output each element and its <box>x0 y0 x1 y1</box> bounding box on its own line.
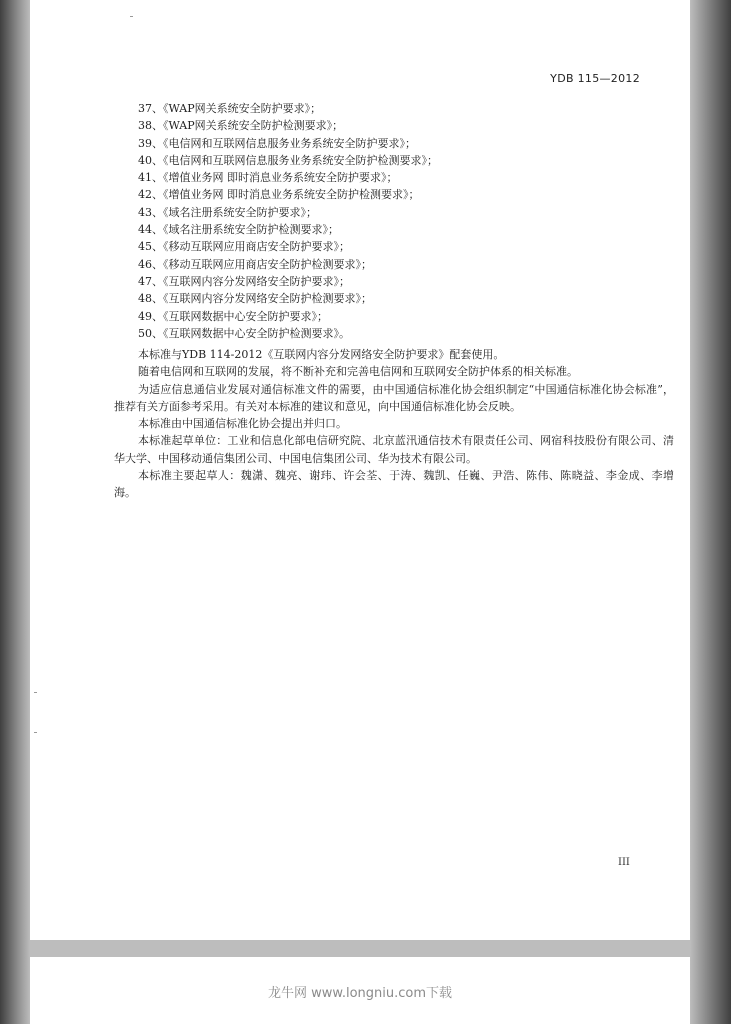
page-number: III <box>618 857 630 868</box>
list-item: 41、《增值业务网 即时消息业务系统安全防护要求》； <box>138 171 398 185</box>
list-item: 48、《互联网内容分发网络安全防护检测要求》； <box>138 292 372 306</box>
list-item: 49、《互联网数据中心安全防护要求》； <box>138 309 328 323</box>
paragraph: 为适应信息通信业发展对通信标准文件的需要，由中国通信标准化协会组织制定“中国通信标准化协会标准”，推荐有关方面参考采用。有关对本标准的建议和意见，向中国通信标准化协会反映。 <box>114 382 674 413</box>
watermark-footer: 龙牛网 www.longniu.com下载 <box>267 986 452 1001</box>
next-page <box>30 957 690 1024</box>
paragraph: 本标准起草单位：工业和信息化部电信研究院、北京蓝汛通信技术有限责任公司、网宿科技股份有限公司、清华大学、中国移动通信集团公司、中国电信集团公司、华为技术有限公司。 <box>114 434 674 465</box>
list-item: 43、《域名注册系统安全防护要求》； <box>138 205 317 219</box>
list-item: 44、《域名注册系统安全防护检测要求》； <box>138 223 339 237</box>
scan-speck <box>130 16 133 17</box>
document-page <box>30 0 690 940</box>
list-item: 46、《移动互联网应用商店安全防护检测要求》； <box>138 257 372 271</box>
list-item: 42、《增值业务网 即时消息业务系统安全防护检测要求》； <box>138 188 420 202</box>
list-item: 37、《WAP网关系统安全防护要求》； <box>138 102 322 115</box>
paragraph: 本标准主要起草人：魏潇、魏亮、谢玮、许会荃、于涛、魏凯、任巍、尹浩、陈伟、陈晓益、李金成、李增海。 <box>114 469 674 500</box>
paragraph: 本标准与YDB 114-2012《互联网内容分发网络安全防护要求》配套使用。 <box>138 348 505 361</box>
list-item: 50、《互联网数据中心安全防护检测要求》。 <box>138 326 350 340</box>
paragraph: 随着电信网和互联网的发展，将不断补充和完善电信网和互联网安全防护体系的相关标准。 <box>138 365 578 379</box>
body-paragraphs <box>114 346 674 502</box>
scan-speck <box>34 692 37 693</box>
list-item: 39、《电信网和互联网信息服务业务系统安全防护要求》； <box>138 136 416 150</box>
list-item: 45、《移动互联网应用商店安全防护要求》； <box>138 240 350 254</box>
list-item: 38、《WAP网关系统安全防护检测要求》； <box>138 119 344 133</box>
paragraph: 本标准由中国通信标准化协会提出并归口。 <box>138 417 347 431</box>
scan-speck <box>34 732 37 733</box>
list-item: 47、《互联网内容分发网络安全防护要求》； <box>138 274 350 288</box>
standard-code: YDB 115—2012 <box>550 72 640 85</box>
standards-list <box>138 100 438 342</box>
list-item: 40、《电信网和互联网信息服务业务系统安全防护检测要求》； <box>138 153 438 167</box>
